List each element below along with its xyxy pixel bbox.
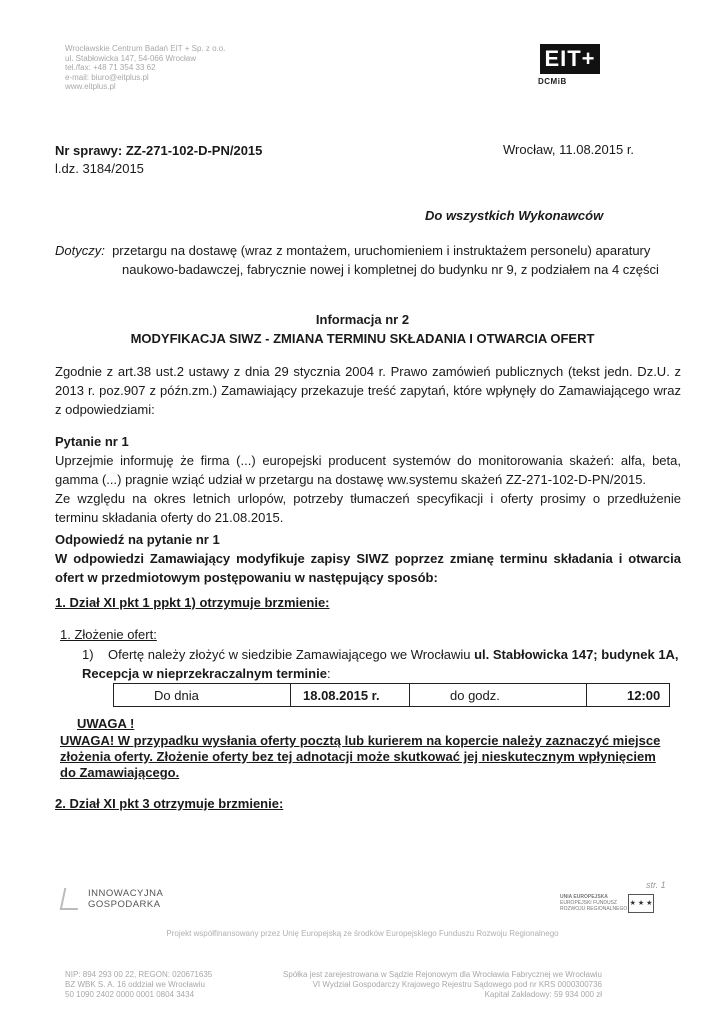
eu-line2: EUROPEJSKI FUNDUSZ <box>560 900 617 906</box>
concern-line2: naukowo-badawczej, fabrycznie nowej i kompletnej do budynku nr 9, z podziałem na 4 części <box>122 262 659 277</box>
footer-right-line: VI Wydział Gospodarczy Krajowego Rejestru Sądowego pod nr KRS 0000300736 <box>312 980 602 989</box>
footer-left-line: NIP: 894 293 00 22, REGON: 020671635 <box>65 970 213 979</box>
item-1-end: : <box>326 666 331 681</box>
ig-logo-icon <box>60 888 83 910</box>
footer-right-line: Spółka jest zarejestrowana w Sądzie Rejonowym dla Wrocławia Fabrycznej we Wrocławiu <box>283 970 602 979</box>
logo-sub: DCMiB <box>538 77 567 86</box>
eu-line3: ROZWOJU REGIONALNEGO <box>560 906 628 912</box>
answer-heading: Odpowiedź na pytanie nr 1 <box>55 532 220 547</box>
warning-long: UWAGA! W przypadku wysłania oferty pocztą lub kurierem na kopercie należy zaznaczyć miejsce złożenia oferty. Złożenie oferty bez tej adnotacji może skutkować jej nieskutecznym wpłynięciem do Zamawiającego. <box>60 733 661 780</box>
item-1-bold: ul. Stabłowicka 147; budynek 1A, Recepcja w nieprzekraczalnym terminie <box>82 647 679 681</box>
addressee: Do wszystkich Wykonawców <box>425 208 604 223</box>
info-subject: MODYFIKACJA SIWZ - ZMIANA TERMINU SKŁADANIA I OTWARCIA OFERT <box>130 331 595 346</box>
answer-text: W odpowiedzi Zamawiający modyfikuje zapisy SIWZ poprzez zmianę terminu składania i otwarcia ofert w przedmiotowym postępowaniu w następujący sposób: <box>55 551 681 585</box>
question-block <box>55 432 681 527</box>
deadline-hour-label: do godz. <box>410 684 587 707</box>
footer-right <box>260 970 602 1000</box>
project-cofinancing-note: Projekt współfinansowany przez Unię Europejską ze środków Europejskiego Funduszu Rozwoju Regionalnego <box>166 929 559 938</box>
eu-logo <box>560 894 652 912</box>
case-label: Nr sprawy: <box>55 143 123 158</box>
intro-paragraph: Zgodnie z art.38 ust.2 ustawy z dnia 29 stycznia 2004 r. Prawo zamówień publicznych (tekst jedn. Dz.U. z 2013 r. poz.907 z późn.zm.) Zamawiający przekazuje treść zapytań, które wpłynęły do Zamawiającego wraz z odpowiedziami: <box>55 364 681 417</box>
deadline-date: 18.08.2015 r. <box>291 684 410 707</box>
section-1-heading: 1. Dział XI pkt 1 ppkt 1) otrzymuje brzmienie: <box>55 595 330 610</box>
case-reference <box>55 142 262 178</box>
sender-line: Wrocławskie Centrum Badań EIT + Sp. z o.o. <box>65 44 226 53</box>
letter-date: Wrocław, 11.08.2015 r. <box>503 142 635 157</box>
innowacyjna-gospodarka-logo <box>62 888 163 910</box>
question-text-2: Ze względu na okres letnich urlopów, potrzeby tłumaczeń specyfikacji i oferty prosimy o przedłużenie terminu składania oferty do 21.08.2015. <box>55 491 681 525</box>
concern-line1: przetargu na dostawę (wraz z montażem, uruchomieniem i instruktażem personelu) aparatury <box>112 243 651 258</box>
sender-line: e-mail: biuro@eitplus.pl <box>65 72 149 82</box>
footer-left-line: BZ WBK S. A. 16 oddział we Wrocławiu <box>65 980 205 989</box>
eit-logo <box>538 44 638 86</box>
question-text-1: Uprzejmie informuję że firma (...) europejski producent systemów do monitorowania skażeń: alfa, beta, gamma (...) pragnie wziąć udział w przetargu na dostawę ww.systemu skażeń ZZ-271-102-D-PN/2015. <box>55 453 681 487</box>
section-2-heading: 2. Dział XI pkt 3 otrzymuje brzmienie: <box>55 796 284 811</box>
footer-left <box>65 970 212 1000</box>
sender-line: ul. Stabłowicka 147, 54-066 Wrocław <box>65 53 197 63</box>
eu-flag-icon: ★ ★ ★ <box>628 894 654 913</box>
page-number: str. 1 <box>646 880 666 890</box>
item-1-heading: 1. Złożenie ofert: <box>60 627 157 642</box>
concern-label: Dotyczy: <box>55 243 105 258</box>
sender-line: www.eitplus.pl <box>65 82 116 91</box>
ig-line2: GOSPODARKA <box>88 899 161 910</box>
item-1-plain: Ofertę należy złożyć w siedzibie Zamawiającego we Wrocławiu <box>108 647 475 662</box>
question-heading: Pytanie nr 1 <box>55 434 129 449</box>
sender-line: tel./fax: +48 71 354 33 62 <box>65 63 156 72</box>
deadline-row <box>114 684 670 707</box>
eu-line1: UNIA EUROPEJSKA <box>560 894 608 900</box>
logo-mark: EIT+ <box>540 44 600 74</box>
item-1-number: 1) <box>82 647 94 662</box>
deadline-time: 12:00 <box>587 684 670 707</box>
deadline-day-label: Do dnia <box>114 684 291 707</box>
info-number: Informacja nr 2 <box>315 312 410 327</box>
footer-left-line: 50 1090 2402 0000 0001 0804 3434 <box>65 990 195 999</box>
warning-short: UWAGA ! <box>77 716 135 731</box>
ldz-number: l.dz. 3184/2015 <box>55 161 144 176</box>
sender-address <box>65 44 225 92</box>
ig-line1: INNOWACYJNA <box>88 888 164 899</box>
item-1-text <box>82 645 682 683</box>
concern-block <box>55 241 679 279</box>
answer-block <box>55 530 681 587</box>
deadline-table <box>113 683 670 707</box>
case-number: ZZ-271-102-D-PN/2015 <box>125 143 263 158</box>
info-title <box>0 310 725 348</box>
footer-right-line: Kapitał Zakładowy: 59 934 000 zł <box>484 990 602 999</box>
